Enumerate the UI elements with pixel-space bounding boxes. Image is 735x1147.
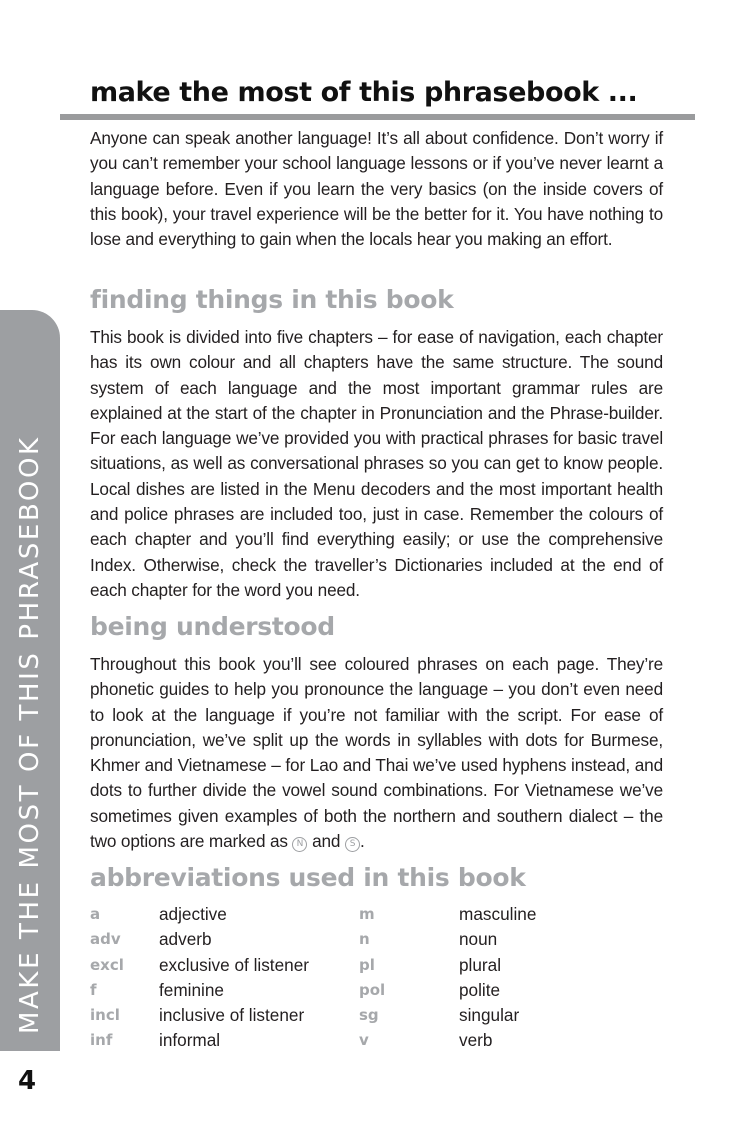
heading-being-understood: being understood (90, 612, 335, 641)
abbr-term: v (359, 1031, 369, 1050)
abbr-term: f (90, 980, 97, 999)
page-title: make the most of this phrasebook ... (90, 77, 638, 108)
table-row (90, 953, 630, 978)
abbr-meaning: verb (459, 1030, 493, 1051)
understood-end: . (359, 831, 365, 852)
abbr-term: pl (359, 955, 375, 974)
south-marker-icon: S (345, 837, 360, 852)
abbr-term: inf (90, 1031, 113, 1050)
abbr-meaning: exclusive of listener (159, 954, 309, 975)
abbr-term: adv (90, 930, 121, 949)
abbr-meaning: masculine (459, 904, 537, 924)
abbr-term: sg (359, 1006, 379, 1025)
understood-paragraph (90, 652, 663, 854)
understood-joiner: and (312, 831, 341, 852)
abbr-meaning: adverb (159, 929, 212, 950)
finding-paragraph: This book is divided into five chapters – for ease of navigation, each chapter has its own colour and all chapters have the same structure. The sound system of each language and the most important grammar rules are explained at the start of the chapter in Pronunciation and the Phrase-builder. For each language we’ve provided you with practical phrases for basic travel situations, as well as conversational phrases so you can get to know people. Local dishes are listed in the Menu decoders and the most important health and police phrases are included too, just in case. Remember the colours of each chapter and you’ll find everything easily; or use the comprehensive Index. Otherwise, check the traveller’s Dictionaries included at the end of each chapter for the word you need. (90, 327, 663, 600)
page-number: 4 (18, 1066, 37, 1096)
intro-paragraph: Anyone can speak another language! It’s all about confidence. Don’t worry if you can’t remember your school language lessons or if you’ve never learnt a language before. Even if you learn the very basics (on the inside covers of this book), your travel experience will be the better for it. You have nothing to lose and everything to gain when the locals hear you making an effort. (90, 128, 663, 250)
abbr-meaning: plural (459, 954, 502, 975)
north-marker-icon: N (292, 837, 307, 852)
abbr-term: n (359, 930, 370, 949)
abbr-term: excl (90, 955, 124, 974)
title-rule (60, 114, 695, 120)
abbr-meaning: inclusive of listener (159, 1005, 305, 1026)
chapter-side-label: MAKE THE MOST OF THIS PHRASEBOOK (15, 435, 45, 1034)
abbr-meaning: polite (459, 979, 501, 1000)
abbreviations-table (90, 902, 630, 1054)
abbr-meaning: informal (159, 1030, 221, 1051)
heading-finding-things: finding things in this book (90, 285, 454, 314)
abbr-meaning: adjective (159, 904, 227, 924)
abbr-term: incl (90, 1006, 120, 1025)
abbr-term: m (359, 905, 375, 923)
table-row (90, 927, 630, 952)
table-row (90, 1003, 630, 1028)
abbr-meaning: singular (459, 1005, 520, 1026)
table-row (90, 1028, 630, 1053)
abbr-term: a (90, 905, 101, 923)
table-row (90, 902, 630, 927)
abbr-term: pol (359, 980, 386, 999)
heading-abbreviations: abbreviations used in this book (90, 863, 526, 892)
abbr-meaning: noun (459, 929, 498, 950)
abbr-meaning: feminine (159, 979, 224, 1000)
table-row (90, 978, 630, 1003)
understood-text: Throughout this book you’ll see coloured phrases on each page. They’re phonetic guides to help you pronounce the language – you don’t even need to look at the language if you’re not familiar with the script. For ease of pronunciation, we’ve split up the words in syllables with dots for Burmese, Khmer and Vietnamese – for Lao and Thai we’ve used hyphens instead, and dots to further divide the vowel sound combinations. For Vietnamese we’ve sometimes given examples of both the northern and southern dialect – the two options are marked as (90, 654, 663, 852)
